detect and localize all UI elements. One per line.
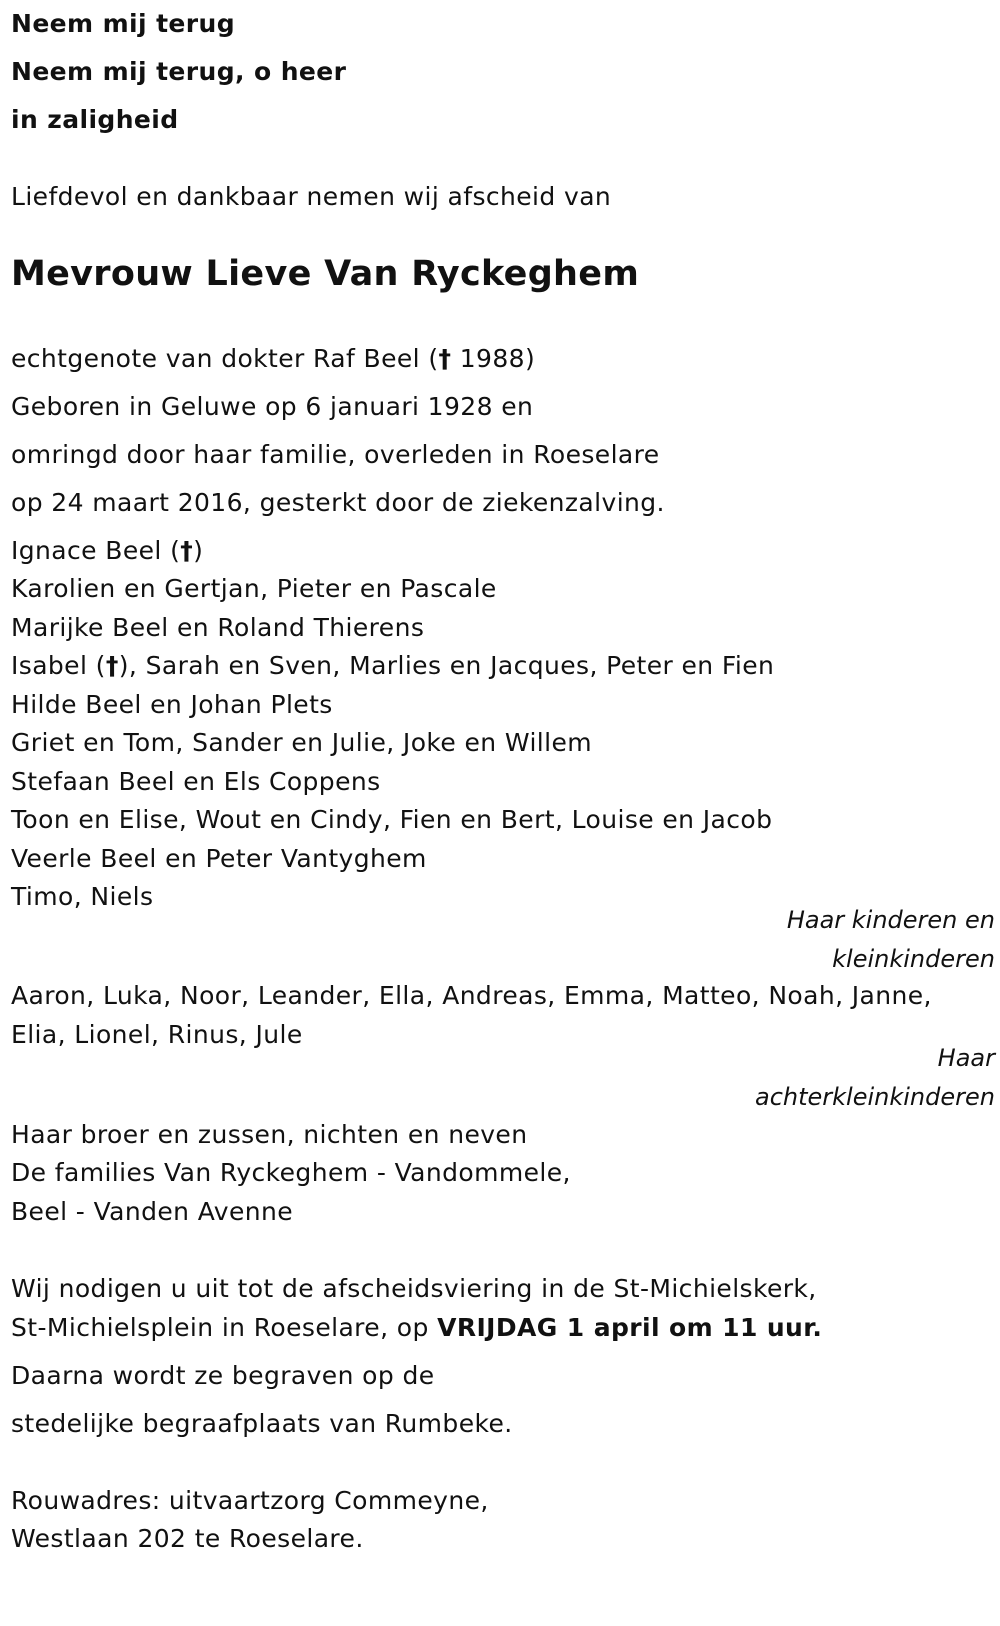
isabel-prefix: Isabel ( bbox=[11, 651, 106, 680]
family-line-1 bbox=[11, 535, 203, 567]
deceased-name: Mevrouw Lieve Van Ryckeghem bbox=[11, 254, 640, 294]
poem-line-2: Neem mij terug, o heer bbox=[11, 57, 347, 86]
ceremony-line-2 bbox=[11, 1312, 822, 1344]
family-line-5: Hilde Beel en Johan Plets bbox=[11, 690, 333, 719]
ignace-suffix: ) bbox=[193, 536, 204, 565]
spouse-prefix: echtgenote van dokter Raf Beel ( bbox=[11, 344, 439, 373]
ceremony-line-4: stedelijke begraafplaats van Rumbeke. bbox=[11, 1409, 513, 1438]
spouse-year: 1988) bbox=[451, 344, 536, 373]
children-label-1: Haar kinderen en bbox=[786, 906, 995, 934]
intro-text: Liefdevol en dankbaar nemen wij afscheid van bbox=[11, 182, 612, 211]
great-grandchildren-label-2: achterkleinkinderen bbox=[755, 1083, 995, 1111]
family-line-8: Toon en Elise, Wout en Cindy, Fien en Bert, Louise en Jacob bbox=[11, 805, 773, 834]
great-grandchildren-line-1: Aaron, Luka, Noor, Leander, Ella, Andreas, Emma, Matteo, Noah, Janne, bbox=[11, 981, 932, 1010]
family-line-6: Griet en Tom, Sander en Julie, Joke en Willem bbox=[11, 728, 593, 757]
address-line-1: Rouwadres: uitvaartzorg Commeyne, bbox=[11, 1486, 489, 1515]
cross-icon: † bbox=[105, 651, 119, 680]
ceremony-date: VRIJDAG 1 april om 11 uur. bbox=[437, 1313, 823, 1342]
family-line-2: Karolien en Gertjan, Pieter en Pascale bbox=[11, 574, 497, 603]
great-grandchildren-line-2: Elia, Lionel, Rinus, Jule bbox=[11, 1020, 303, 1049]
family-line-9: Veerle Beel en Peter Vantyghem bbox=[11, 844, 427, 873]
family-line-10: Timo, Niels bbox=[11, 882, 154, 911]
poem-line-1: Neem mij terug bbox=[11, 9, 236, 38]
born-line: Geboren in Geluwe op 6 januari 1928 en bbox=[11, 392, 534, 421]
cross-icon: † bbox=[180, 536, 194, 565]
family-line-7: Stefaan Beel en Els Coppens bbox=[11, 767, 381, 796]
ceremony-line-3: Daarna wordt ze begraven op de bbox=[11, 1361, 435, 1390]
ignace-prefix: Ignace Beel ( bbox=[11, 536, 181, 565]
great-grandchildren-label-1: Haar bbox=[937, 1044, 995, 1072]
family-line-3: Marijke Beel en Roland Thierens bbox=[11, 613, 425, 642]
address-line-2: Westlaan 202 te Roeselare. bbox=[11, 1524, 364, 1553]
spouse-line bbox=[11, 343, 535, 375]
relatives-line-2: De families Van Ryckeghem - Vandommele, bbox=[11, 1158, 571, 1187]
relatives-line-1: Haar broer en zussen, nichten en neven bbox=[11, 1120, 528, 1149]
ceremony-line-1: Wij nodigen u uit tot de afscheidsviering in de St-Michielskerk, bbox=[11, 1274, 817, 1303]
relatives-line-3: Beel - Vanden Avenne bbox=[11, 1197, 294, 1226]
ceremony-line-2-prefix: St-Michielsplein in Roeselare, op bbox=[11, 1313, 438, 1342]
died-line: omringd door haar familie, overleden in Roeselare bbox=[11, 440, 660, 469]
isabel-suffix: ), Sarah en Sven, Marlies en Jacques, Peter en Fien bbox=[118, 651, 775, 680]
cross-icon: † bbox=[438, 344, 452, 373]
family-line-4 bbox=[11, 650, 774, 682]
poem-line-3: in zaligheid bbox=[11, 105, 179, 134]
children-label-2: kleinkinderen bbox=[832, 945, 995, 973]
date-line: op 24 maart 2016, gesterkt door de ziekenzalving. bbox=[11, 488, 665, 517]
